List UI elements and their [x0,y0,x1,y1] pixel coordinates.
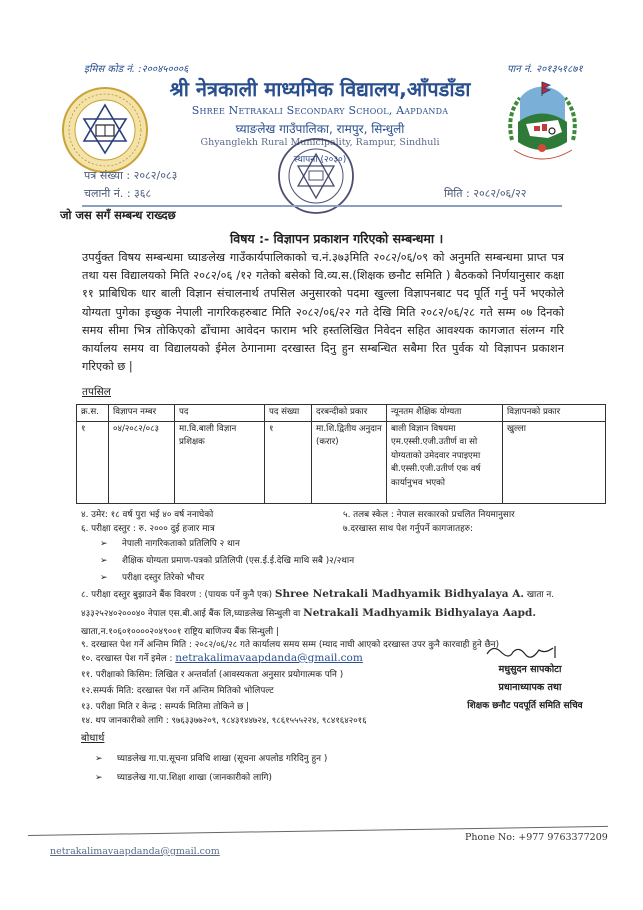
school-name-english: Shree Netrakali Secondary School, Aapdanda [191,104,449,117]
col-header-ad-type: विज्ञापनको प्रकार [503,405,606,422]
letter-date: मिति : २०८२/०६/२२ [444,187,527,200]
col-header-ad-number: विज्ञापन नम्बर [109,405,175,422]
contact-numbers: १४. थप जानकारीको लागि : ९७६३३७७२०९, ९८४३१४४७२४, ९८६१५५५२२४, ९८४१६४२०१६ [81,716,367,726]
municipality-emblem-icon [500,80,585,170]
cell-post-count: १ [265,421,312,503]
contact-date: १२.सम्पर्क मिति: दरखास्त पेश गर्ने अन्तिम मितिको भोलिपल्ट [81,686,274,696]
col-header-qualification: न्यूनतम शैक्षिक योग्यता [387,405,503,422]
cc-title: बोधार्थ [81,733,105,744]
cell-position-type: मा.शि.द्वितीय अनुदान (करार) [312,421,387,503]
cell-ad-number: ०४/२०८२/०८३ [109,421,175,503]
subject-line: विषय :- विज्ञापन प्रकाशन गरिएको सम्बन्धमा । [230,231,444,246]
exam-date-center: १३. परीक्षा मिति र केन्द्र : सम्पर्क मितिमा तोकिने छ | [81,702,250,712]
school-name-nepali: श्री नेत्रकाली माध्यमिक विद्यालय,आँपडाँडा [169,77,471,101]
document-item: ➢ नेपाली नागरिकताको प्रतिलिपि २ थान [100,539,240,549]
salary-condition: ५. तलब स्केल : नेपाल सरकारको प्रचलित नियमानुसार [343,510,515,520]
established-year: स्थापना (२०३०) [293,155,347,165]
school-emblem-icon [60,85,150,175]
emis-code: इमिस कोड नं. :२००४५०००६ [84,64,189,75]
arrow-bullet-icon: ➢ [95,754,103,764]
dispatch-number: चलानी नं. : ३६८ [84,187,152,200]
bank-details: ८. परीक्षा दस्तुर बुझाउने बैंक विवरण : (पायक पर्ने कुनै एक) Shree Netrakali Madhyamik Bidhyalaya A. खाता न. ४३३२५२४०२०००४० नेपाल एस.बी.आई बैंक लि,घ्याङलेख सिन्धुली वा Netrakali Madhyamik Bidhyalaya Aapd. खाता,न.१०६०१००००२०४९००१ राष्ट्रिय बाणिज्य बैंक सिन्धुली | [81,588,555,637]
table-header-row [77,405,606,422]
letter-body: उपर्युक्त विषय सम्बन्धमा घ्याङलेख गाउँकार्यपालिकाको च.नं.३७३मिति २०८२/०६/०९ को अनुमति सम्बन्धमा प्राप्त पत्र तथा यस विद्यालयको मिति २०८२/०६ /१२ गतेको बसेको वि.व्य.स.(शिक्षक छनौट समिति ) बैठकको निर्णयानुसार कक्षा ११ प्राबिधिक धार बाली विज्ञान संचालनार्थ तपसिल अनुसारको पदमा खुल्ला विज्ञापनबाट पद पूर्ति गर्नु पर्ने भएकोले योग्यता पुगेका इच्छुक नेपाली नागरिकहरुबाट मिति २०८२/०६/२२ गते देखि मिति २०८२/०६/२८ गते सम्म ०७ दिनको समय सीमा भित्र तोकिएको ढाँचामा आवेदन फाराम भरि हस्तलिखित निवेदन सहित आवश्यक कागजात संलग्न गरि कार्यालय समय वा विद्यालयको ईमेल ठेगानामा दरखास्त दिनु हुन सम्बन्धित सबैमा रित पुर्वक यो विज्ञापन प्रकाशन गरिएको छ | [82,251,564,374]
col-header-post-count: पद संख्या [265,405,312,422]
arrow-bullet-icon: ➢ [95,773,103,783]
arrow-bullet-icon: ➢ [100,573,108,583]
signatory-title: प्रधानाध्यापक तथा [498,682,562,693]
details-caption: तपसिल [82,386,111,398]
fee-condition: ६. परीक्षा दस्तुर : रु. २००० दुई हजार मात्र [81,524,215,534]
cell-ad-type: खुल्ला [503,421,606,503]
table-row [77,421,606,503]
age-condition: ४. उमेर: १८ वर्ष पुरा भई ४० वर्ष ननाघेको [81,510,214,520]
footer-email[interactable]: netrakalimavaapdanda@gmail.com [50,846,220,857]
addressee: जो जस सगँ सम्बन्ध राख्दछ [60,208,176,222]
cell-sn: १ [77,421,109,503]
bank-account-name-1: Shree Netrakali Madhyamik Bidhyalaya A. [274,588,525,600]
signatory-name: मधुसुदन सापकोटा [498,664,562,675]
arrow-bullet-icon: ➢ [100,539,108,549]
arrow-bullet-icon: ➢ [100,556,108,566]
exam-type: ११. परीक्षाको किसिम: लिखित र अन्तर्वार्ता (आवस्यकता अनुसार प्रयोगात्मक पनि ) [81,670,344,680]
col-header-post: पद [175,405,265,422]
header-divider [82,205,562,207]
bank-account-name-2: Netrakali Madhyamik Bidhyalaya Aapd. [303,607,537,619]
footer-phone: Phone No: +977 9763377209 [465,832,608,843]
signatory-committee: शिक्षक छनौट पदपूर्ति समिति सचिव [467,701,583,711]
document-item: ➢ शैक्षिक योग्यता प्रमाण-पत्रको प्रतिलिपी (एस.ई.ई.देखि माथि सबै )२/२थान [100,556,355,566]
reference-number: पत्र संख्या : २०८२/०८३ [84,169,178,182]
address-english: Ghyanglekh Rural Municipality, Rampur, Sindhuli [200,137,440,148]
cc-item: ➢ घ्याङलेख गा.पा.शिक्षा शाखा (जानकारीको लागि) [95,773,272,783]
vacancy-table [76,404,606,504]
application-email-line: १०. दरखास्त पेश गर्ने इमेल : netrakalimavaapdanda@gmail.com [81,652,363,664]
application-email-link[interactable]: netrakalimavaapdanda@gmail.com [175,652,363,664]
address-nepali: घ्याङलेख गाउँपालिका, रामपुर, सिन्धुली [235,122,405,136]
signature-icon [483,642,563,662]
deadline: ९. दरखास्त पेश गर्ने अन्तिम मिति : २०८२/०६/२८ गते कार्यालय समय सम्म (म्याद नाघी आएको दरखास्त उपर कुनै कारवाही हुने छैन) [81,640,500,650]
cell-qualification: बाली विज्ञान विषयमा एम.एस्सी.एजी.उतीर्ण वा सो योग्यताको उमेदवार नपाइएमा बी.एस्सी.एजी.उतीर्ण एक वर्ष कार्यानुभव भएको [387,421,503,503]
pan-number: पान नं. २०१३५१८७१ [507,64,583,75]
cc-item: ➢ घ्याङलेख गा.पा.सूचना प्रविधि शाखा (सूचना अपलोड गरिदिनु हुन ) [95,754,328,764]
document-item: ➢ परीक्षा दस्तुर तिरेको भौचर [100,573,205,583]
documents-title: ७.दरखास्त साथ पेश गर्नुपर्ने कागजातहरु: [343,524,473,534]
cell-post: मा.वि.बाली विज्ञान प्रशिक्षक [175,421,265,503]
col-header-sn: क्र.स. [77,405,109,422]
col-header-position-type: दरबन्दीको प्रकार [312,405,387,422]
school-stamp-icon [276,136,356,216]
